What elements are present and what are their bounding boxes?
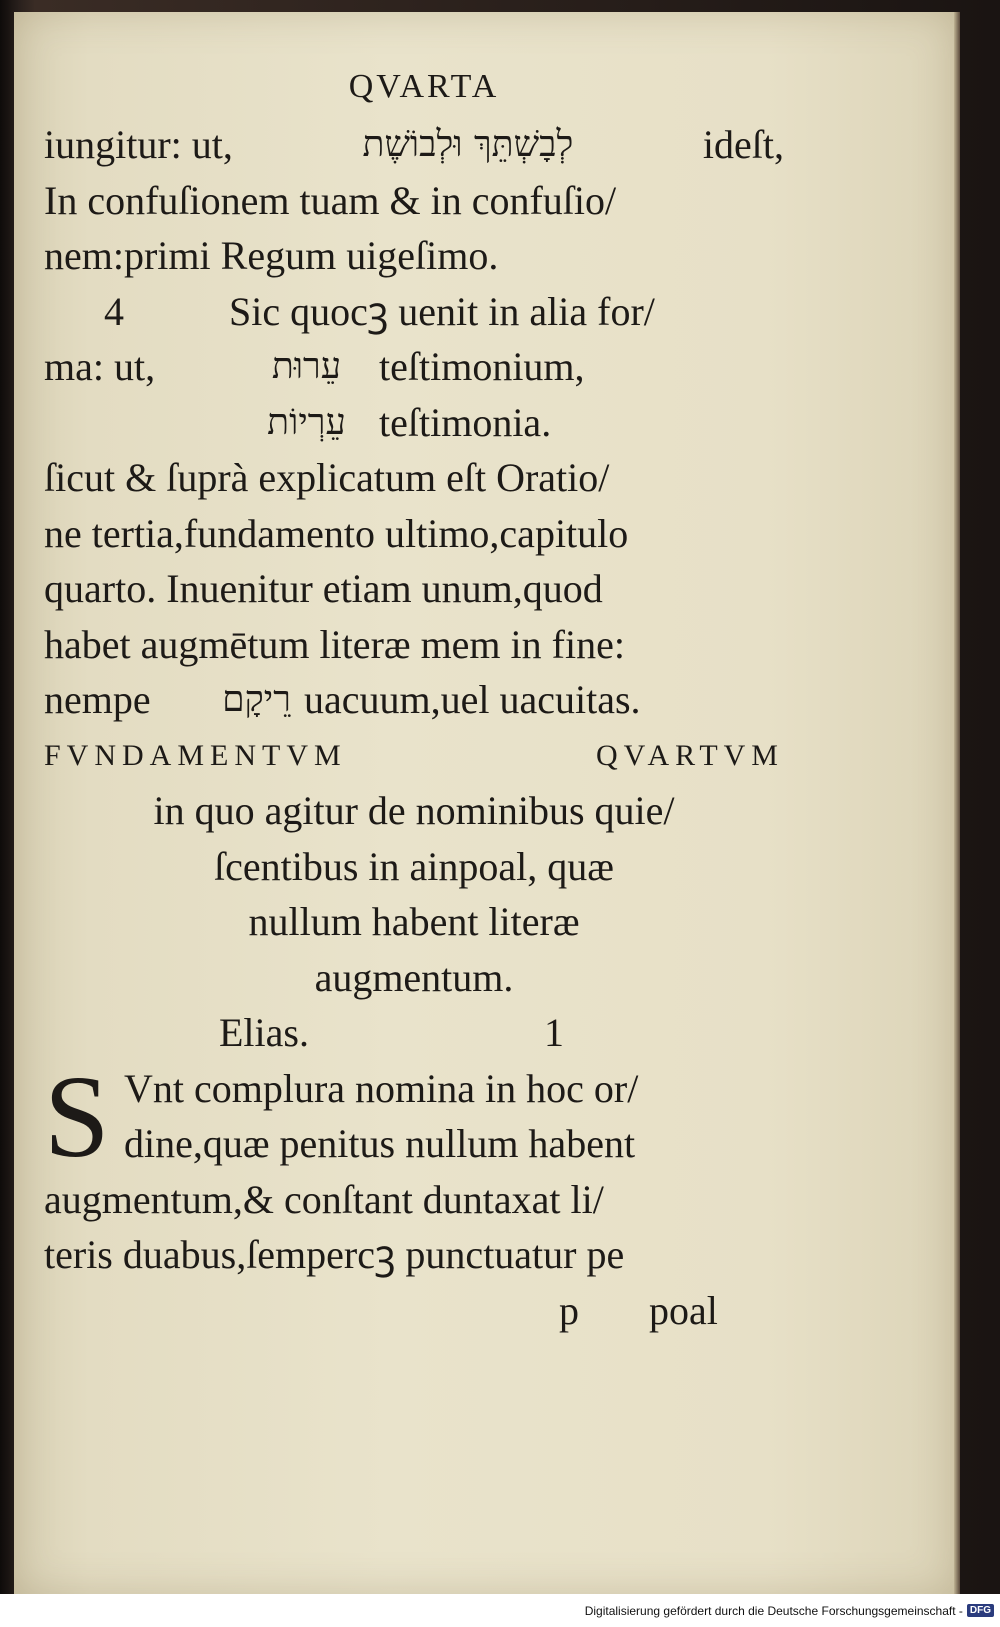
heading-word: QVARTVM xyxy=(595,738,784,772)
digitization-footer xyxy=(0,1594,1000,1627)
footer-credit: Digitalisierung gefördert durch die Deutsche Forschungsgemeinschaft - xyxy=(584,1603,963,1618)
speaker-number: 1 xyxy=(544,1010,564,1055)
line-text: teſtimonia. xyxy=(379,399,552,445)
body-line-3: augmentum,& conſtant duntaxat li/ xyxy=(44,1176,604,1222)
dfg-logo: DFG xyxy=(967,1604,994,1617)
body-line-4: teris duabus,ſempercꝫ punctuatur pe xyxy=(44,1232,625,1277)
page-edge xyxy=(954,12,960,1594)
signature-mark: p xyxy=(559,1287,579,1333)
section-heading xyxy=(44,728,784,784)
catchword-line xyxy=(44,1283,784,1339)
heading-word: FVNDAMENTVM xyxy=(44,738,347,772)
hebrew-word: עֵרוּת xyxy=(271,346,342,387)
page-text xyxy=(44,57,784,1338)
subheading-line-1: in quo agitur de nominibus quie/ xyxy=(153,788,675,833)
text-line-9: quarto. Inuenitur etiam unum,quod xyxy=(44,566,603,611)
subheading-line-4: augmentum. xyxy=(314,954,514,1000)
text-line-7: ſicut & ſuprà explicatum eſt Oratio/ xyxy=(44,455,610,500)
section-number: 4 xyxy=(104,288,124,334)
text-line-5 xyxy=(44,339,784,395)
running-head: QVARTA xyxy=(348,68,500,105)
line-text: iungitur: ut, xyxy=(44,122,233,167)
catchword: poal xyxy=(649,1287,718,1333)
text-line-4 xyxy=(44,284,784,340)
line-text: Sic quocꝫ uenit in alia for/ xyxy=(229,288,655,334)
text-line-8: ne tertia,fundamento ultimo,capitulo xyxy=(44,510,629,556)
line-text: teſtimonium, xyxy=(379,344,585,389)
book-page xyxy=(14,12,954,1594)
hebrew-word: לְבָשְׁתֵּךְ וּלְבוֹשֶׁת xyxy=(362,124,574,165)
text-line-3: nem:primi Regum uigeſimo. xyxy=(44,233,499,278)
subheading-line-3: nullum habent literæ xyxy=(248,899,580,944)
text-line-1 xyxy=(44,117,784,173)
hebrew-word: רֵיקָם xyxy=(222,679,291,720)
body-line-2: dine,quæ penitus nullum habent xyxy=(124,1121,636,1166)
text-line-2: In confuſionem tuam & in confuſio/ xyxy=(44,177,617,223)
text-line-11 xyxy=(44,672,784,728)
speaker-line xyxy=(44,1005,784,1061)
text-line-6 xyxy=(44,395,784,451)
spacer xyxy=(44,395,234,451)
line-text: uacuum,uel uacuitas. xyxy=(304,677,641,722)
drop-cap: S xyxy=(44,1050,110,1182)
speaker-name: Elias. xyxy=(219,1010,309,1055)
hebrew-word: עֵרְיוֹת xyxy=(267,401,346,443)
line-text: nempe xyxy=(44,677,151,722)
line-text: ideſt, xyxy=(702,122,784,167)
body-paragraph xyxy=(44,1050,784,1283)
text-line-10: habet augmētum literæ mem in fine: xyxy=(44,621,625,667)
line-text: ma: ut, xyxy=(44,344,156,389)
subheading-line-2: ſcentibus in ainpoal, quæ xyxy=(214,843,614,889)
body-line-1: Vnt complura nomina in hoc or/ xyxy=(124,1065,639,1111)
